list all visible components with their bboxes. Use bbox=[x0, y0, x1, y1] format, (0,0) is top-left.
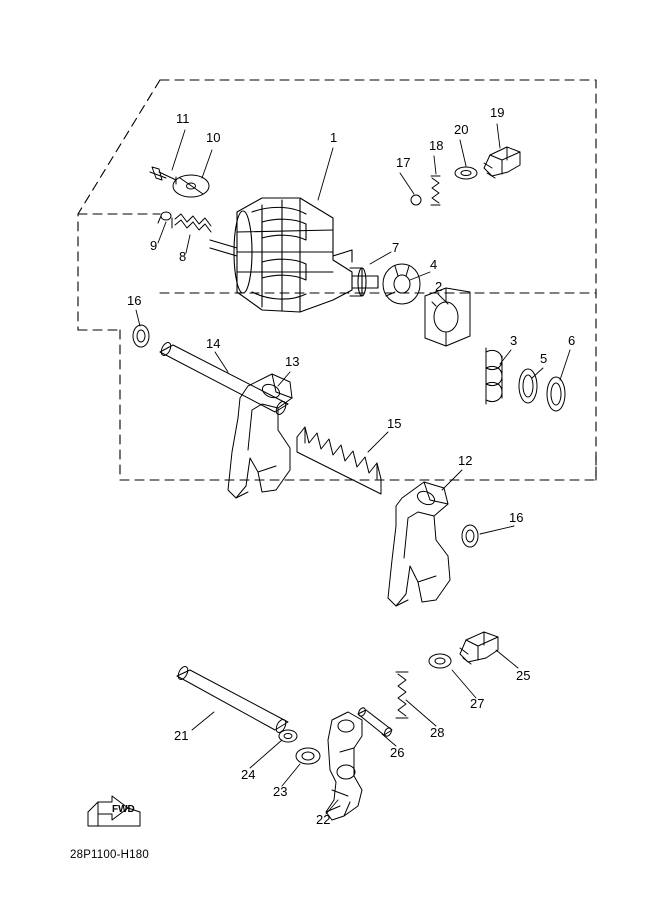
callout-14: 14 bbox=[206, 336, 221, 351]
part-21-shift-shaft bbox=[176, 665, 288, 734]
callout-24: 24 bbox=[241, 767, 256, 782]
callout-23: 23 bbox=[273, 784, 288, 799]
part-27-washer bbox=[429, 654, 451, 668]
callout-21: 21 bbox=[174, 728, 189, 743]
callout-25: 25 bbox=[516, 668, 531, 683]
fwd-direction-label: FWD bbox=[112, 804, 135, 815]
callout-22: 22 bbox=[316, 812, 331, 827]
callout-19: 19 bbox=[490, 105, 505, 120]
callout-17: 17 bbox=[396, 155, 411, 170]
callout-13: 13 bbox=[285, 354, 300, 369]
part-15-spring bbox=[297, 427, 381, 494]
part-28-spring bbox=[396, 672, 408, 718]
callout-26: 26 bbox=[390, 745, 405, 760]
callout-9: 9 bbox=[150, 238, 158, 253]
callout-3: 3 bbox=[510, 333, 518, 348]
callout-6: 6 bbox=[568, 333, 576, 348]
part-5-washer bbox=[519, 369, 537, 403]
part-17-ball bbox=[411, 195, 421, 205]
callout-15: 15 bbox=[387, 416, 402, 431]
callout-18: 18 bbox=[429, 138, 444, 153]
part-3-spring bbox=[486, 348, 502, 404]
part-4-stopper-plate bbox=[383, 264, 420, 304]
part-20-washer bbox=[455, 167, 477, 179]
callout-16-right: 16 bbox=[509, 510, 524, 525]
callout-4: 4 bbox=[430, 257, 438, 272]
part-18-spring bbox=[431, 176, 440, 205]
part-23-washer bbox=[296, 748, 320, 764]
part-19-stopper-bolt bbox=[484, 147, 520, 178]
part-12-shift-fork-right bbox=[388, 482, 450, 606]
callout-1: 1 bbox=[330, 130, 338, 145]
callout-16-left: 16 bbox=[127, 293, 142, 308]
part-10-segment-plate bbox=[173, 175, 209, 197]
part-2-segment bbox=[425, 288, 470, 346]
shift-cam-drum bbox=[210, 198, 378, 312]
callout-8: 8 bbox=[179, 249, 187, 264]
figure-part-code: 28P1100-H180 bbox=[70, 849, 149, 861]
part-26-pin bbox=[357, 707, 393, 738]
callout-7: 7 bbox=[392, 240, 400, 255]
part-16-right-washer bbox=[462, 525, 478, 547]
callout-20: 20 bbox=[454, 122, 469, 137]
part-6-circlip bbox=[547, 377, 565, 411]
callout-27: 27 bbox=[470, 696, 485, 711]
callout-10: 10 bbox=[206, 130, 221, 145]
callout-2: 2 bbox=[435, 279, 443, 294]
callout-5: 5 bbox=[540, 351, 548, 366]
part-25-stopper-bolt bbox=[460, 632, 498, 664]
part-14-guide-bar bbox=[159, 341, 288, 416]
callout-11: 11 bbox=[176, 111, 190, 126]
callout-28: 28 bbox=[430, 725, 445, 740]
part-16-left-washer bbox=[133, 325, 149, 347]
part-8-spring bbox=[172, 214, 211, 232]
part-22-stopper-lever bbox=[326, 712, 362, 820]
callout-12: 12 bbox=[458, 453, 473, 468]
